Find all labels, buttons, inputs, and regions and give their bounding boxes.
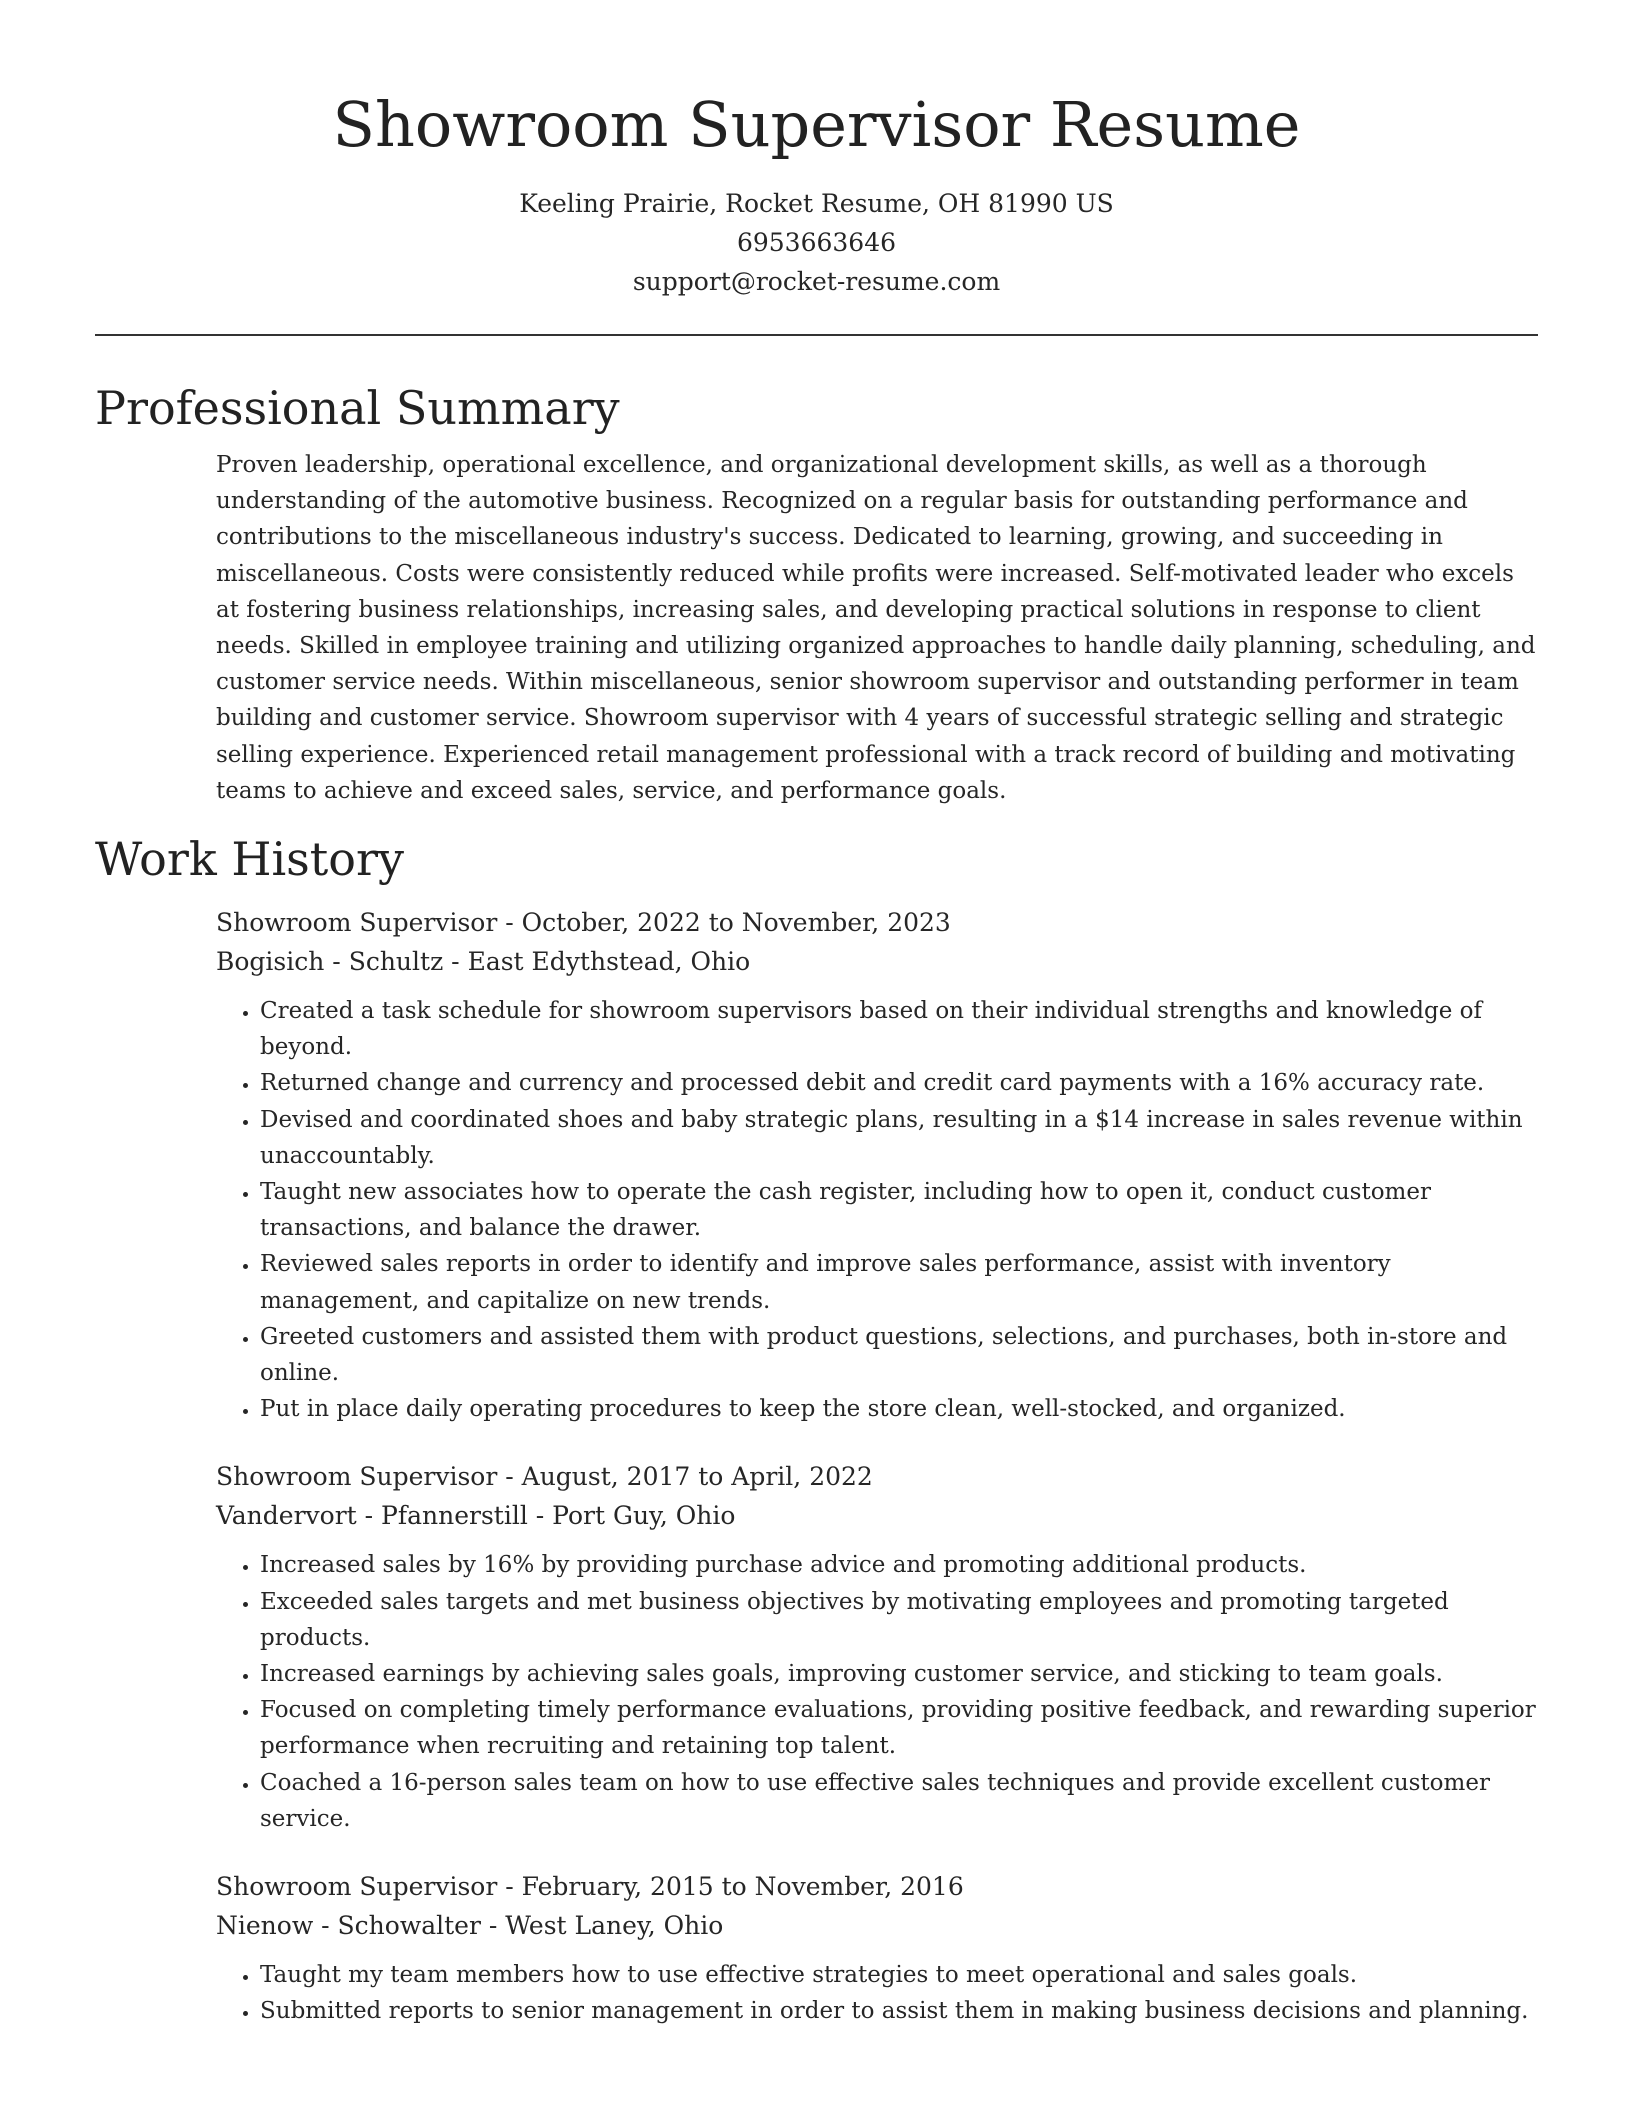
job-entry [216,1867,1538,2029]
resume-page [95,0,1538,2030]
job-bullet: • Greeted customers and assisted them with product questions, selections, and purchases, both in-store and online. [260,1319,1538,1391]
job-company-line [216,1906,1538,1945]
job-company: Bogisich - Schultz [216,947,444,977]
contact-address: Keeling Prairie, Rocket Resume, OH 81990 US [519,189,1114,218]
job-bullet: • Focused on completing timely performance evaluations, providing positive feedback, and rewarding superior performance when recruiting and retaining top talent. [260,1692,1538,1764]
job-bullets [216,1957,1538,2029]
job-bullet: • Put in place daily operating procedures to keep the store clean, well-stocked, and organized. [260,1391,1538,1427]
job-bullet: • Increased sales by 16% by providing purchase advice and promoting additional products. [260,1547,1538,1583]
job-title-line [216,1457,1538,1496]
job-bullets [216,993,1538,1427]
job-bullets [216,1547,1538,1837]
job-title-line [216,1867,1538,1906]
section-heading-work-history: Work History [95,832,404,887]
work-history-list [216,903,1538,2029]
job-dates: - August, 2017 to April, 2022 [497,1462,873,1492]
job-location: - Port Guy, Ohio [527,1501,736,1531]
job-company-line [216,942,1538,981]
job-location: - West Laney, Ohio [480,1911,724,1941]
summary-paragraph: Proven leadership, operational excellence, and organizational development skills, as well as a thorough understanding of the automotive business. Recognized on a regular basis for outstanding performance and contributions to the miscellaneous industry's success. Dedicated to learning, growing, and succeeding in miscellaneous. Costs were consistently reduced while profits were increased. Self-motivated leader who excels at fostering business relationships, increasing sales, and developing practical solutions in response to client needs. Skilled in employee training and utilizing organized approaches to handle daily planning, scheduling, and customer service needs. Within miscellaneous, senior showroom supervisor and outstanding performer in team building and customer service. Showroom supervisor with 4 years of successful strategic selling and strategic selling experience. Experienced retail management professional with a track record of building and motivating teams to achieve and exceed sales, service, and performance goals. [216,452,1536,804]
job-dates: - February, 2015 to November, 2016 [497,1872,964,1902]
job-bullet: • Created a task schedule for showroom supervisors based on their individual strengths and knowledge of beyond. [260,993,1538,1065]
resume-title: Showroom Supervisor Resume [332,88,1301,161]
contact-block [95,184,1538,301]
job-company: Vandervort - Pfannerstill [216,1501,528,1531]
job-entry [216,903,1538,1427]
job-location: - East Edythstead, Ohio [443,947,751,977]
job-title-line [216,903,1538,942]
job-bullet: • Exceeded sales targets and met business objectives by motivating employees and promoting targeted products. [260,1584,1538,1656]
job-bullet: • Taught new associates how to operate the cash register, including how to open it, conduct customer transactions, and balance the drawer. [260,1174,1538,1246]
job-bullet: • Coached a 16-person sales team on how to use effective sales techniques and provide excellent customer service. [260,1765,1538,1837]
job-dates: - October, 2022 to November, 2023 [497,908,951,938]
job-bullet: • Submitted reports to senior management in order to assist them in making business decisions and planning. [260,1993,1538,2029]
job-company-line [216,1496,1538,1535]
job-bullet: • Devised and coordinated shoes and baby strategic plans, resulting in a $14 increase in sales revenue within unaccountably. [260,1102,1538,1174]
job-bullet: • Taught my team members how to use effective strategies to meet operational and sales goals. [260,1957,1538,1993]
job-title: Showroom Supervisor [216,1462,498,1492]
job-bullet: • Reviewed sales reports in order to identify and improve sales performance, assist with inventory management, and capitalize on new trends. [260,1246,1538,1318]
job-bullet: • Increased earnings by achieving sales goals, improving customer service, and sticking to team goals. [260,1656,1538,1692]
section-heading-summary: Professional Summary [95,381,620,435]
job-bullet: • Returned change and currency and processed debit and credit card payments with a 16% accuracy rate. [260,1065,1538,1101]
contact-phone: 6953663646 [736,228,897,257]
job-company: Nienow - Schowalter [216,1911,481,1941]
contact-email: support@rocket-resume.com [632,267,1001,296]
job-title: Showroom Supervisor [216,1872,498,1902]
job-entry [216,1457,1538,1837]
header-divider [95,334,1538,336]
job-title: Showroom Supervisor [216,908,498,938]
